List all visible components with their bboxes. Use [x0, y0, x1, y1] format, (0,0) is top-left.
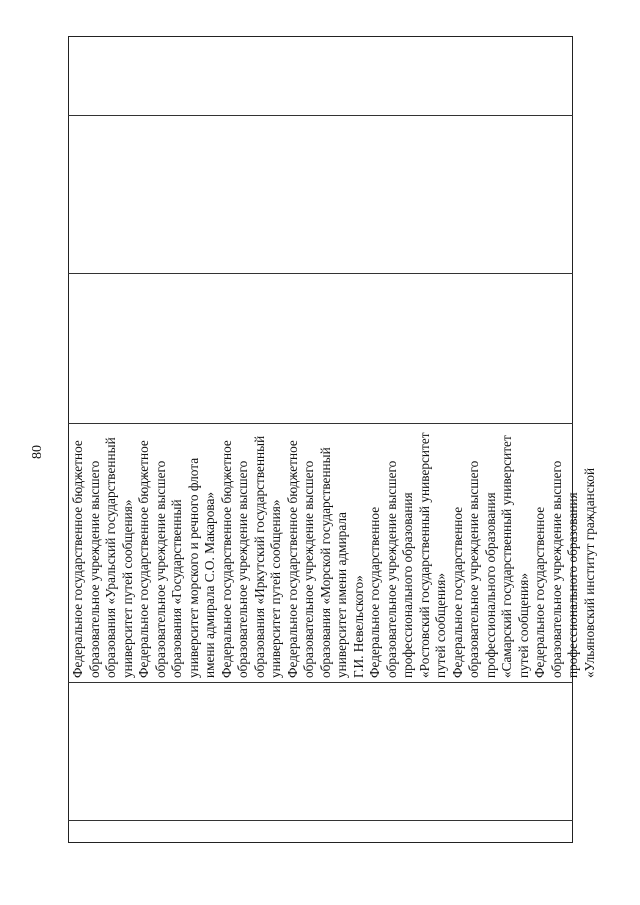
entry-line: «Ульяновский институт гражданской [581, 467, 597, 678]
table-divider [68, 682, 573, 683]
entry-line: образования «Иркутский государственный [251, 435, 267, 678]
entry-line: образования «Государственный [169, 499, 184, 678]
entry-line: образования «Уральский государственный [103, 437, 118, 678]
entry-line: образовательное учреждение высшего [383, 460, 399, 678]
entry-line: Федеральное государственное бюджетное [218, 440, 234, 678]
entry-line: Федеральное государственное бюджетное [70, 440, 85, 678]
entry-line: университет путей сообщения» [268, 499, 283, 678]
entry-line: образовательное учреждение высшего [466, 460, 481, 678]
entry-line: образовательное учреждение высшего [152, 460, 168, 678]
entry-line: «Самарский государственный университет [499, 435, 514, 678]
table-divider [68, 115, 573, 116]
entry-line: университет имени адмирала [334, 512, 349, 678]
entry-line: путей сообщения» [433, 572, 448, 678]
entry-line: образовательное учреждение высшего [86, 460, 102, 678]
entry-line: профессионального образования [565, 492, 580, 678]
entry-line: университет путей сообщения» [119, 499, 135, 678]
entry-line: Федеральное государственное [367, 506, 382, 678]
entry-line: Федеральное государственное бюджетное [136, 440, 151, 678]
entry-line: университет морского и речного флота [185, 457, 201, 678]
entries-column [70, 423, 598, 678]
entry-line: имени адмирала С.О. Макарова» [202, 492, 217, 678]
entry-line: путей сообщения» [515, 572, 531, 678]
entry-line: Г.И. Невельского» [350, 575, 366, 678]
entry-line: образовательное учреждение высшего [548, 460, 564, 678]
entry-line: профессионального образования [400, 492, 415, 678]
table-divider [68, 273, 573, 274]
entry-line: «Ростовский государственный университет [416, 432, 432, 678]
entry-line: образовательное учреждение высшего [301, 460, 316, 678]
entry-line: образовательное учреждение высшего [235, 460, 250, 678]
entry-line: образования «Морской государственный [317, 447, 333, 678]
entry-line: профессионального образования [482, 492, 498, 678]
entry-line: Федеральное государственное [532, 506, 547, 678]
page-number: 80 [30, 445, 45, 459]
entry-line: Федеральное государственное бюджетное [284, 440, 300, 678]
table-divider [68, 820, 573, 821]
entry-line: Федеральное государственное [449, 506, 465, 678]
